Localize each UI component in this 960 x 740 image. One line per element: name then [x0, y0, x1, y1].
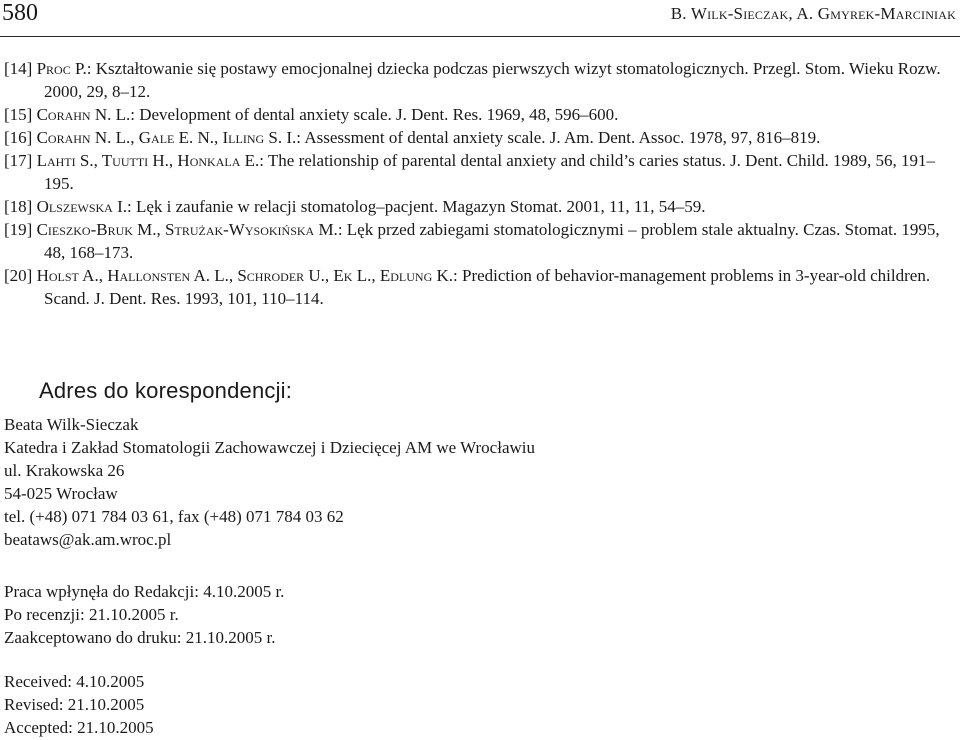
address-department: Katedra i Zakład Stomatologii Zachowawczej i Dziecięcej AM we Wrocławiu	[4, 438, 535, 457]
reference-text: : The relationship of parental dental anxiety and child’s caries status. J. Dent. Child. 1989, 56, 191–195.	[44, 151, 936, 193]
reference-authors: Proc P.	[36, 59, 87, 78]
reference-number: [19]	[4, 220, 33, 239]
reference-authors: Holst A., Hallonsten A. L., Schroder U., Ek L., Edlung K.	[36, 266, 454, 285]
reference-authors: Cieszko-Bruk M., Strużak-Wysokińska M.	[36, 220, 338, 239]
reference-text: : Lęk przed zabiegami stomatologicznymi – problem stale aktualny. Czas. Stomat. 1995, 48, 168–173.	[44, 220, 940, 262]
date-revised-pl: Po recenzji: 21.10.2005 r.	[4, 605, 179, 624]
date-accepted: Accepted: 21.10.2005	[4, 718, 154, 737]
reference-text: : Development of dental anxiety scale. J. Dent. Res. 1969, 48, 596–600.	[130, 105, 619, 124]
address-city: 54-025 Wrocław	[4, 484, 118, 503]
dates-english	[4, 670, 154, 739]
reference-number: [18]	[4, 197, 33, 216]
reference-number: [16]	[4, 128, 33, 147]
page-number: 580	[2, 0, 38, 26]
reference-item	[4, 103, 958, 126]
header-rule	[0, 36, 960, 37]
reference-item	[4, 126, 958, 149]
reference-authors: Corahn N. L., Gale E. N., Illing S. I.	[36, 128, 297, 147]
date-revised: Revised: 21.10.2005	[4, 695, 145, 714]
reference-text: : Kształtowanie się postawy emocjonalnej dziecka podczas pierwszych wizyt stomatologicznych. Przegl. Stom. Wieku Rozw. 2000, 29, 8–12.	[44, 59, 941, 101]
reference-number: [20]	[4, 266, 33, 285]
address-phone: tel. (+48) 071 784 03 61, fax (+48) 071 784 03 62	[4, 507, 344, 526]
reference-text: : Prediction of behavior-management problems in 3-year-old children. Scand. J. Dent. Res. 1993, 101, 110–114.	[44, 266, 931, 308]
date-accepted-pl: Zaakceptowano do druku: 21.10.2005 r.	[4, 628, 276, 647]
reference-item	[4, 149, 958, 195]
reference-authors: Corahn N. L.	[36, 105, 131, 124]
correspondence-title: Adres do korespondencji:	[39, 378, 293, 403]
date-received: Received: 4.10.2005	[4, 672, 145, 691]
page-header	[0, 0, 960, 30]
reference-number: [14]	[4, 59, 33, 78]
reference-item	[4, 218, 958, 264]
reference-text: : Assessment of dental anxiety scale. J. Am. Dent. Assoc. 1978, 97, 816–819.	[296, 128, 821, 147]
reference-item	[4, 264, 958, 310]
reference-list	[4, 57, 958, 310]
reference-text: : Lęk i zaufanie w relacji stomatolog–pacjent. Magazyn Stomat. 2001, 11, 11, 54–59.	[127, 197, 706, 216]
address-email: beataws@ak.am.wroc.pl	[4, 530, 172, 549]
reference-authors: Lahti S., Tuutti H., Honkala E.	[36, 151, 260, 170]
date-received-pl: Praca wpłynęła do Redakcji: 4.10.2005 r.	[4, 582, 285, 601]
reference-number: [15]	[4, 105, 33, 124]
reference-item	[4, 195, 958, 218]
reference-number: [17]	[4, 151, 33, 170]
correspondence-address	[4, 413, 535, 551]
running-head: B. Wilk-Sieczak, A. Gmyrek-Marciniak	[670, 4, 956, 23]
dates-polish	[4, 580, 284, 649]
address-street: ul. Krakowska 26	[4, 461, 125, 480]
reference-authors: Olszewska I.	[36, 197, 128, 216]
address-name: Beata Wilk-Sieczak	[4, 415, 139, 434]
reference-item	[4, 57, 958, 103]
